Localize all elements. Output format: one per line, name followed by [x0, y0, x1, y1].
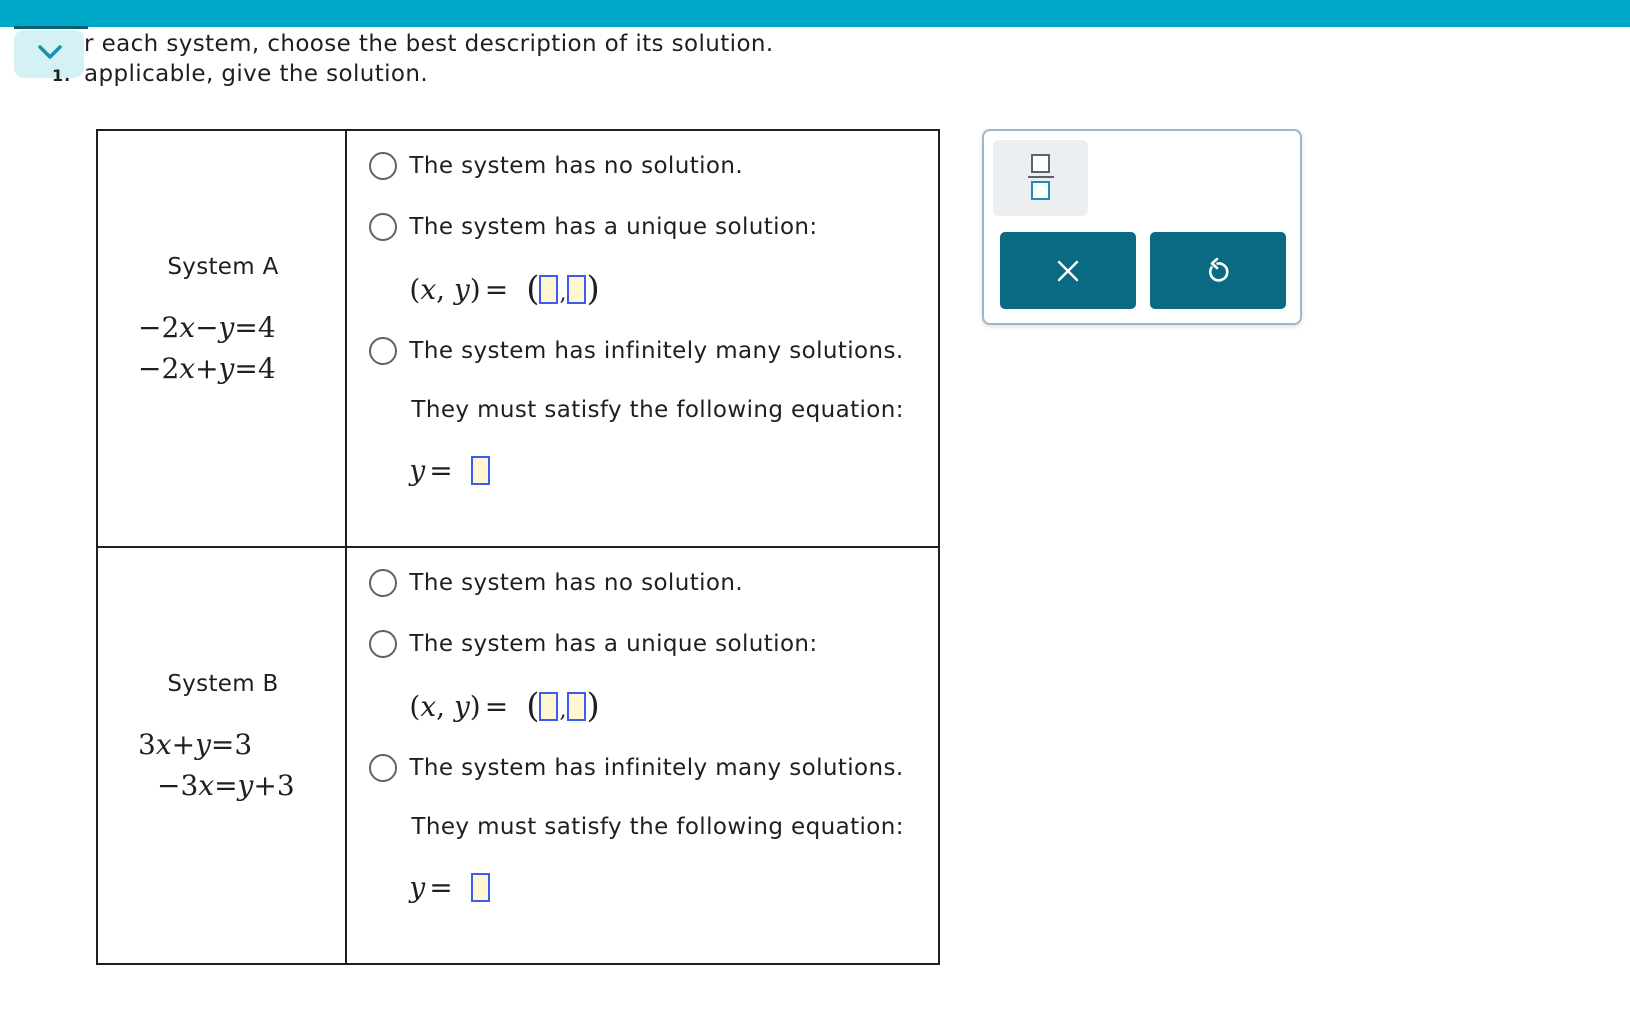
- open-paren: (: [526, 269, 540, 309]
- system-a-title: System A: [167, 254, 279, 280]
- equation-lhs: −2x−y: [138, 311, 235, 344]
- equation-lhs: −2x+y: [138, 352, 235, 385]
- system-a-row: [97, 130, 939, 547]
- option-label: The system has no solution.: [409, 570, 744, 596]
- comma: ,: [559, 280, 567, 306]
- active-tab-indicator: [14, 26, 88, 29]
- instruction-line-2: applicable, give the solution.: [84, 61, 429, 87]
- system-a-cell: [97, 130, 346, 547]
- equals-sign: =: [214, 769, 238, 802]
- system-a-option-no-solution[interactable]: [369, 151, 743, 181]
- equation-answer-input[interactable]: [471, 873, 490, 902]
- equation-rhs: 3: [234, 728, 253, 761]
- equation-answer-input[interactable]: [471, 456, 490, 485]
- x-answer-input[interactable]: [539, 692, 558, 721]
- math-toolbar-panel: [982, 129, 1302, 325]
- clear-button[interactable]: [1000, 232, 1136, 309]
- undo-button[interactable]: [1150, 232, 1286, 309]
- equals-sign: =: [484, 689, 509, 723]
- system-b-equation-1: [138, 728, 252, 762]
- top-bar: [0, 0, 1630, 27]
- y-variable: y: [409, 870, 426, 904]
- radio-button[interactable]: [369, 569, 397, 597]
- systems-table: [96, 129, 940, 965]
- instruction-line-1: r each system, choose the best description of its solution.: [84, 31, 774, 57]
- option-label: The system has infinitely many solutions.: [409, 338, 904, 364]
- fraction-button[interactable]: [993, 140, 1088, 216]
- fraction-icon: [1028, 153, 1054, 201]
- system-a-equation-2: [138, 352, 276, 386]
- system-b-title: System B: [167, 671, 279, 697]
- equals-sign: =: [429, 870, 453, 904]
- equals-sign: =: [234, 352, 258, 385]
- system-b-infinite-answer: [409, 867, 489, 907]
- y-answer-input[interactable]: [567, 692, 586, 721]
- equals-sign: =: [429, 453, 453, 487]
- option-label: The system has infinitely many solutions.: [409, 755, 904, 781]
- system-a-options: [346, 130, 939, 547]
- radio-button[interactable]: [369, 754, 397, 782]
- equation-lhs: 3x+y: [138, 728, 211, 761]
- option-label: The system has no solution.: [409, 153, 744, 179]
- close-paren: ): [586, 269, 600, 309]
- equation-rhs: 4: [257, 311, 276, 344]
- system-a-unique-answer: [409, 269, 599, 309]
- option-label: The system has a unique solution:: [409, 214, 818, 240]
- radio-button[interactable]: [369, 213, 397, 241]
- system-b-row: [97, 547, 939, 964]
- system-a-infinite-note: They must satisfy the following equation:: [411, 397, 904, 423]
- system-b-equation-2: [157, 769, 295, 803]
- y-answer-input[interactable]: [567, 275, 586, 304]
- system-b-cell: [97, 547, 346, 964]
- chevron-down-icon: [38, 44, 62, 60]
- radio-button[interactable]: [369, 152, 397, 180]
- system-a-infinite-answer: [409, 450, 489, 490]
- collapse-toggle-button[interactable]: [14, 30, 84, 78]
- x-answer-input[interactable]: [539, 275, 558, 304]
- system-b-infinite-note: They must satisfy the following equation:: [411, 814, 904, 840]
- radio-button[interactable]: [369, 630, 397, 658]
- question-number: 1.: [52, 66, 72, 85]
- equation-rhs: 4: [257, 352, 276, 385]
- system-b-options: [346, 547, 939, 964]
- equals-sign: =: [210, 728, 235, 761]
- open-paren: (: [526, 686, 540, 726]
- equals-sign: =: [484, 272, 509, 306]
- option-label: The system has a unique solution:: [409, 631, 818, 657]
- system-a-option-infinite[interactable]: [369, 336, 903, 366]
- equation-lhs: −3x: [157, 769, 215, 802]
- system-b-option-unique[interactable]: [369, 629, 817, 659]
- ordered-pair-label: (x, y): [409, 689, 481, 723]
- comma: ,: [559, 697, 567, 723]
- system-b-option-no-solution[interactable]: [369, 568, 743, 598]
- undo-icon: [1205, 257, 1231, 285]
- y-variable: y: [409, 453, 426, 487]
- equation-rhs: y+3: [237, 769, 295, 802]
- system-a-option-unique[interactable]: [369, 212, 817, 242]
- close-paren: ): [586, 686, 600, 726]
- equals-sign: =: [234, 311, 258, 344]
- close-icon: [1057, 260, 1079, 282]
- system-b-unique-answer: [409, 686, 599, 726]
- radio-button[interactable]: [369, 337, 397, 365]
- system-a-equation-1: [138, 311, 276, 345]
- system-b-option-infinite[interactable]: [369, 753, 903, 783]
- ordered-pair-label: (x, y): [409, 272, 481, 306]
